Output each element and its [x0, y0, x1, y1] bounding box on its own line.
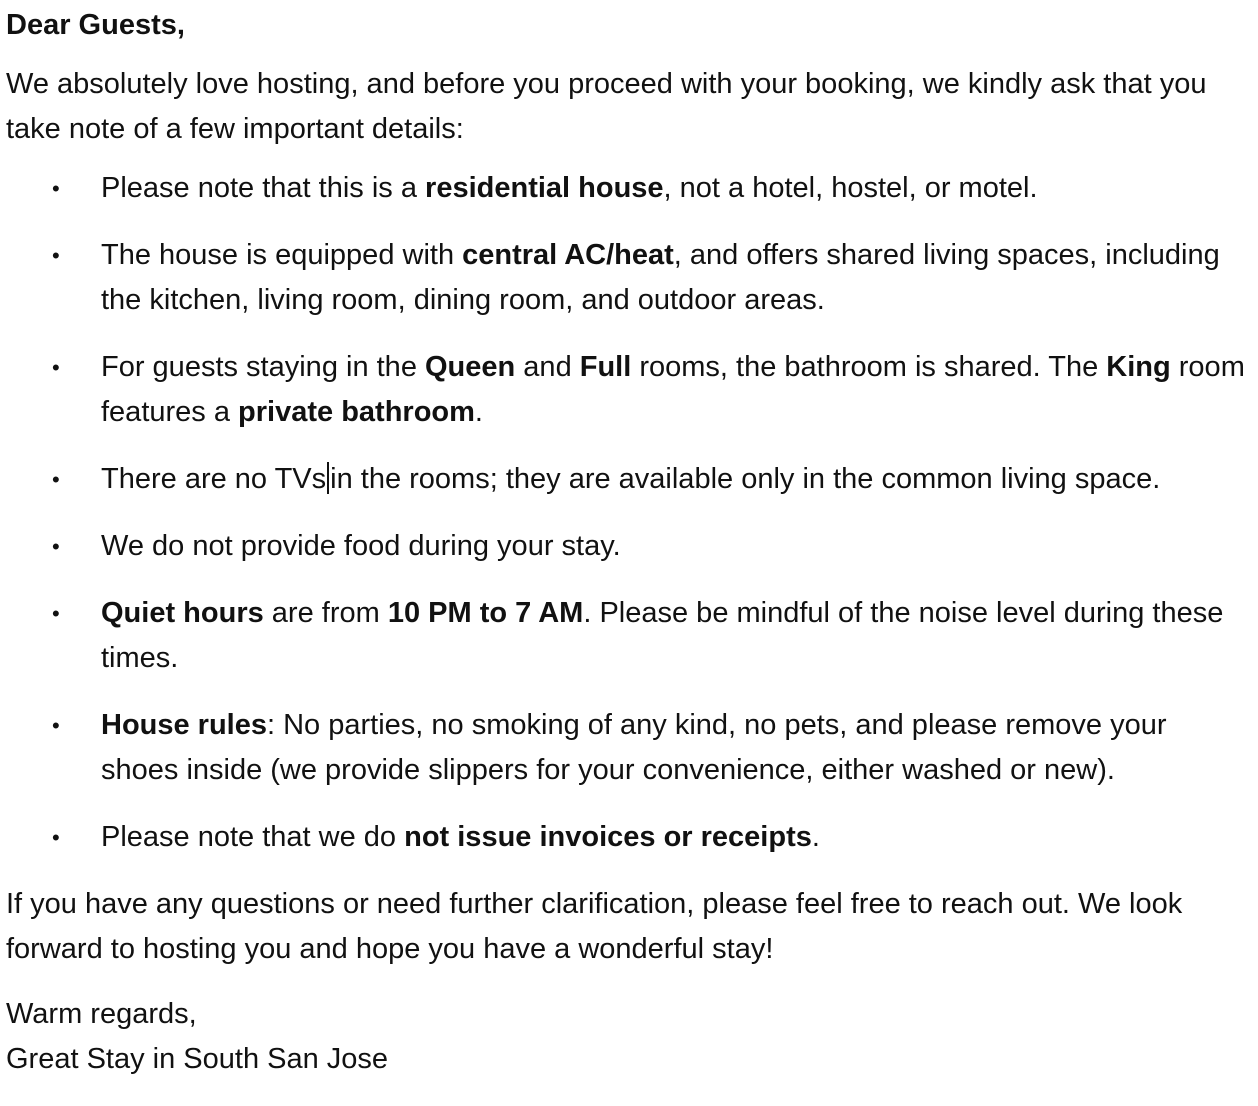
signoff-line: Warm regards,	[6, 998, 197, 1030]
item-text: Please note that this is a	[101, 172, 426, 204]
list-item	[6, 815, 1246, 860]
bullet-icon: •	[52, 243, 60, 268]
list-item	[6, 345, 1246, 435]
item-text: The house is equipped with	[101, 239, 463, 271]
list-item	[6, 233, 1246, 323]
item-bold-text: private bathroom	[238, 396, 475, 428]
greeting: Dear Guests,	[6, 9, 185, 41]
bullet-icon: •	[52, 713, 60, 738]
item-bold-text: central AC/heat	[462, 239, 674, 271]
list-item	[6, 524, 1246, 569]
details-list	[6, 166, 1246, 860]
item-text: For guests staying in the	[101, 351, 425, 383]
item-bold-text: Queen	[425, 351, 516, 383]
bullet-icon: •	[52, 601, 60, 626]
item-text: There are no TVs	[101, 463, 327, 495]
item-text: .	[811, 821, 820, 853]
document	[6, 0, 1246, 1082]
list-item	[6, 457, 1246, 502]
item-bold-text: not issue invoices or receipts	[404, 821, 812, 853]
signature: Great Stay in South San Jose	[6, 1043, 389, 1075]
item-text: , not a hotel, hostel, or motel.	[663, 172, 1038, 204]
bullet-icon: •	[52, 355, 60, 380]
item-text: , and offers shared living spaces, including the kitchen, living room, dining room, and outdoor areas.	[101, 239, 1220, 316]
bullet-icon: •	[52, 825, 60, 850]
intro-paragraph: We absolutely love hosting, and before you proceed with your booking, we kindly ask that you take note of a few important details:	[6, 68, 1207, 145]
item-bold-text: Quiet hours	[101, 597, 264, 629]
item-bold-text: 10 PM to 7 AM	[387, 597, 584, 629]
item-text: . Please be mindful of the noise level during these times.	[101, 597, 1224, 674]
item-text: and	[515, 351, 580, 383]
item-text: rooms, the bathroom is shared. The	[631, 351, 1107, 383]
bullet-icon: •	[52, 176, 60, 201]
bullet-icon: •	[52, 534, 60, 559]
item-text: We do not provide food during your stay.	[101, 530, 621, 562]
item-bold-text: Full	[579, 351, 632, 383]
item-bold-text: residential house	[425, 172, 664, 204]
item-text: room features a	[101, 351, 1245, 428]
closing-paragraph: If you have any questions or need further clarification, please feel free to reach out. We look forward to hosting you and hope you have a wonderful stay!	[6, 888, 1183, 965]
item-bold-text: House rules	[101, 709, 267, 741]
item-text: in the rooms; they are available only in the common living space.	[330, 463, 1161, 495]
item-text: Please note that we do	[101, 821, 405, 853]
list-item	[6, 591, 1246, 681]
list-item	[6, 703, 1246, 793]
item-text: : No parties, no smoking of any kind, no pets, and please remove your shoes inside (we provide slippers for your convenience, either washed or new).	[101, 709, 1167, 786]
item-text: .	[474, 396, 483, 428]
text-cursor	[327, 462, 329, 494]
bullet-icon: •	[52, 467, 60, 492]
item-text: are from	[263, 597, 388, 629]
item-bold-text: King	[1106, 351, 1171, 383]
signoff	[6, 992, 1246, 1082]
list-item	[6, 166, 1246, 211]
